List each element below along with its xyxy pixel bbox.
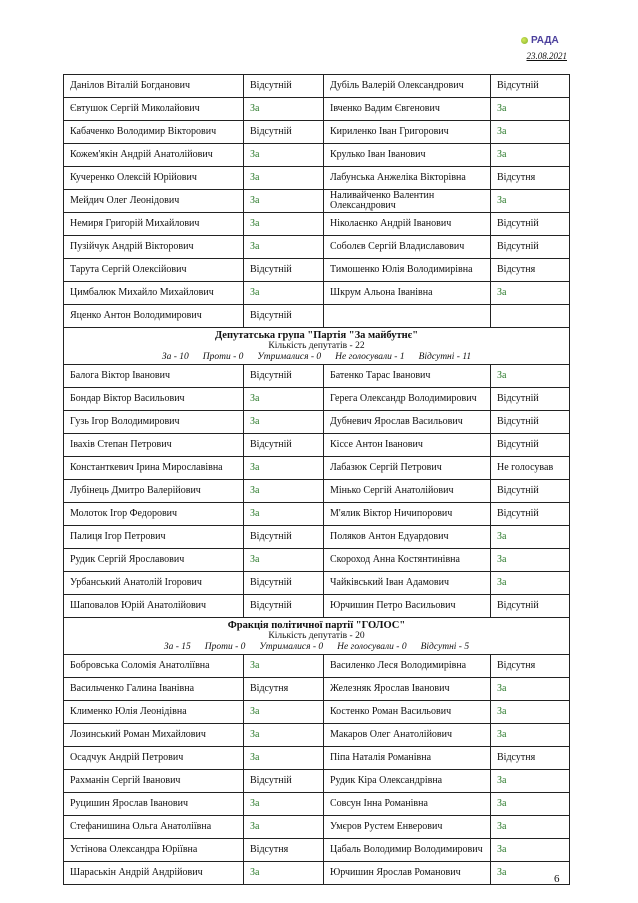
vote-cell: За [491, 862, 570, 885]
deputy-name-cell: Молоток Ігор Федорович [64, 503, 244, 526]
vote-cell: Відсутня [491, 167, 570, 190]
deputy-name-cell: Івахів Степан Петрович [64, 434, 244, 457]
deputy-name-cell: Макаров Олег Анатолійович [324, 724, 491, 747]
group-header [64, 328, 570, 365]
vote-cell: Відсутній [491, 434, 570, 457]
vote-cell: За [244, 701, 324, 724]
vote-cell: Відсутній [244, 75, 324, 98]
deputy-name-cell: Лубінець Дмитро Валерійович [64, 480, 244, 503]
deputy-name-cell: Лозинський Роман Михайлович [64, 724, 244, 747]
table-row [64, 98, 570, 121]
vote-cell: За [244, 282, 324, 305]
deputy-name-cell: Лабазюк Сергій Петрович [324, 457, 491, 480]
vote-cell: За [491, 144, 570, 167]
vote-cell: Відсутня [244, 678, 324, 701]
deputy-name-cell: Крулько Іван Іванович [324, 144, 491, 167]
group-header [64, 618, 570, 655]
vote-cell: За [244, 793, 324, 816]
table-row [64, 282, 570, 305]
deputy-name-cell [324, 305, 491, 328]
deputy-name-cell: Пузійчук Андрій Вікторович [64, 236, 244, 259]
vote-cell: За [244, 213, 324, 236]
deputy-name-cell: Цабаль Володимир Володимирович [324, 839, 491, 862]
group-stats [68, 642, 565, 653]
vote-cell: За [244, 862, 324, 885]
vote-cell: За [244, 388, 324, 411]
deputy-name-cell: Кожем'якін Андрій Анатолійович [64, 144, 244, 167]
group-stat: Відсутні - 11 [418, 351, 472, 362]
document-date: 23.08.2021 [526, 51, 567, 61]
table-row [64, 365, 570, 388]
table-row [64, 457, 570, 480]
vote-cell: За [244, 816, 324, 839]
vote-cell: За [244, 144, 324, 167]
vote-cell: Відсутній [244, 305, 324, 328]
table-row [64, 862, 570, 885]
vote-cell: За [244, 98, 324, 121]
deputy-name-cell: Шкрум Альона Іванівна [324, 282, 491, 305]
deputy-name-cell: Руцишин Ярослав Іванович [64, 793, 244, 816]
table-row [64, 236, 570, 259]
deputy-name-cell: М'ялик Віктор Ничипорович [324, 503, 491, 526]
vote-cell: Відсутня [491, 655, 570, 678]
deputy-name-cell: Константкевич Ірина Мирославівна [64, 457, 244, 480]
table-row [64, 770, 570, 793]
vote-cell: За [491, 793, 570, 816]
deputy-name-cell: Костенко Роман Васильович [324, 701, 491, 724]
group-count: Кількість депутатів - 20 [268, 630, 365, 641]
table-row [64, 305, 570, 328]
vote-cell: Відсутній [244, 572, 324, 595]
deputy-name-cell: Цимбалюк Михайло Михайлович [64, 282, 244, 305]
table-row [64, 793, 570, 816]
vote-cell: За [491, 121, 570, 144]
vote-cell: За [244, 167, 324, 190]
vote-cell: За [244, 724, 324, 747]
group-stat: Не голосували - 0 [337, 641, 407, 652]
deputy-name-cell: Наливайченко Валентин Олександрович [324, 190, 491, 213]
vote-cell: За [491, 724, 570, 747]
deputy-name-cell: Железняк Ярослав Іванович [324, 678, 491, 701]
deputy-name-cell: Урбанський Анатолій Ігорович [64, 572, 244, 595]
deputy-name-cell: Юрчишин Ярослав Романович [324, 862, 491, 885]
deputy-name-cell: Кучеренко Олексій Юрійович [64, 167, 244, 190]
deputy-name-cell: Рудик Кіра Олександрівна [324, 770, 491, 793]
vote-cell: За [244, 747, 324, 770]
table-row [64, 480, 570, 503]
vote-cell: За [244, 655, 324, 678]
deputy-name-cell: Бобровська Соломія Анатоліївна [64, 655, 244, 678]
group-count: Кількість депутатів - 22 [268, 340, 365, 351]
deputy-name-cell: Немиря Григорій Михайлович [64, 213, 244, 236]
deputy-name-cell: Шаповалов Юрій Анатолійович [64, 595, 244, 618]
table-row [64, 434, 570, 457]
deputy-name-cell: Мейдич Олег Леонідович [64, 190, 244, 213]
deputy-name-cell: Піпа Наталія Романівна [324, 747, 491, 770]
vote-cell: Відсутній [491, 480, 570, 503]
deputy-name-cell: Юрчишин Петро Васильович [324, 595, 491, 618]
deputy-name-cell: Умєров Рустем Енверович [324, 816, 491, 839]
table-row [64, 259, 570, 282]
vote-cell: Відсутній [491, 411, 570, 434]
deputy-name-cell: Бондар Віктор Васильович [64, 388, 244, 411]
deputy-name-cell: Кабаченко Володимир Вікторович [64, 121, 244, 144]
logo-text: РАДА [531, 35, 559, 46]
deputy-name-cell: Лабунська Анжеліка Вікторівна [324, 167, 491, 190]
vote-cell: За [491, 678, 570, 701]
group-stat: За - 15 [163, 641, 191, 652]
vote-cell: За [491, 770, 570, 793]
deputy-name-cell: Тимошенко Юлія Володимирівна [324, 259, 491, 282]
vote-cell: Відсутня [244, 839, 324, 862]
vote-cell: За [491, 701, 570, 724]
vote-cell: Відсутня [491, 259, 570, 282]
deputy-name-cell: Осадчук Андрій Петрович [64, 747, 244, 770]
deputy-name-cell: Батенко Тарас Іванович [324, 365, 491, 388]
vote-cell: Відсутній [244, 526, 324, 549]
deputy-name-cell: Соболєв Сергій Владиславович [324, 236, 491, 259]
group-stats [68, 352, 565, 363]
table-row [64, 411, 570, 434]
group-stat: Не голосували - 1 [335, 351, 405, 362]
table-row [64, 503, 570, 526]
deputy-name-cell: Скороход Анна Костянтинівна [324, 549, 491, 572]
table-row [64, 678, 570, 701]
vote-cell: Відсутній [491, 388, 570, 411]
deputy-name-cell: Дубіль Валерій Олександрович [324, 75, 491, 98]
vote-cell: Відсутній [244, 365, 324, 388]
vote-cell: За [244, 549, 324, 572]
vote-cell: За [244, 503, 324, 526]
table-row [64, 526, 570, 549]
group-stat: Утрималися - 0 [259, 641, 324, 652]
vote-cell: Відсутній [491, 236, 570, 259]
group-stat: Утрималися - 0 [257, 351, 322, 362]
deputy-name-cell: Гузь Ігор Володимирович [64, 411, 244, 434]
deputy-name-cell: Шараськін Андрій Андрійович [64, 862, 244, 885]
group-stat: Проти - 0 [204, 641, 246, 652]
vote-cell: За [491, 549, 570, 572]
table-row [64, 75, 570, 98]
vote-cell: За [491, 98, 570, 121]
vote-cell: За [244, 457, 324, 480]
vote-cell: За [491, 526, 570, 549]
group-title: Фракція політичної партії "ГОЛОС" [227, 619, 406, 631]
vote-cell: За [491, 816, 570, 839]
table-row [64, 839, 570, 862]
vote-cell: Відсутній [244, 259, 324, 282]
vote-cell [491, 305, 570, 328]
deputy-name-cell: Клименко Юлія Леонідівна [64, 701, 244, 724]
table-row [64, 144, 570, 167]
deputy-name-cell: Балога Віктор Іванович [64, 365, 244, 388]
deputy-name-cell: Ніколаєнко Андрій Іванович [324, 213, 491, 236]
table-row [64, 724, 570, 747]
deputy-name-cell: Совсун Інна Романівна [324, 793, 491, 816]
deputy-name-cell: Дубневич Ярослав Васильович [324, 411, 491, 434]
deputy-name-cell: Кіссе Антон Іванович [324, 434, 491, 457]
table-row [64, 701, 570, 724]
vote-cell: Не голосував [491, 457, 570, 480]
rada-logo [521, 35, 559, 46]
vote-cell: За [244, 411, 324, 434]
group-header-row [64, 618, 570, 655]
vote-cell: Відсутній [244, 434, 324, 457]
vote-cell: За [491, 282, 570, 305]
deputy-name-cell: Чайківський Іван Адамович [324, 572, 491, 595]
table-row [64, 388, 570, 411]
table-row [64, 213, 570, 236]
deputy-name-cell: Поляков Антон Едуардович [324, 526, 491, 549]
table-row [64, 747, 570, 770]
deputy-name-cell: Рудик Сергій Ярославович [64, 549, 244, 572]
table-row [64, 549, 570, 572]
vote-cell: За [491, 839, 570, 862]
table-row [64, 816, 570, 839]
group-header-row [64, 328, 570, 365]
deputy-name-cell: Яценко Антон Володимирович [64, 305, 244, 328]
table-row [64, 655, 570, 678]
vote-cell: Відсутній [491, 75, 570, 98]
deputy-name-cell: Івченко Вадим Євгенович [324, 98, 491, 121]
deputy-name-cell: Мінько Сергій Анатолійович [324, 480, 491, 503]
voting-results-table [63, 74, 570, 885]
vote-cell: Відсутня [491, 747, 570, 770]
vote-cell: Відсутній [491, 213, 570, 236]
vote-cell: Відсутній [244, 770, 324, 793]
table-row [64, 121, 570, 144]
page-number: 6 [554, 873, 560, 885]
vote-cell: За [491, 365, 570, 388]
table-row [64, 190, 570, 213]
logo-icon [521, 37, 528, 44]
vote-cell: Відсутній [244, 595, 324, 618]
vote-cell: Відсутній [244, 121, 324, 144]
table-row [64, 595, 570, 618]
deputy-name-cell: Палиця Ігор Петрович [64, 526, 244, 549]
vote-cell: Відсутній [491, 503, 570, 526]
vote-cell: За [244, 190, 324, 213]
deputy-name-cell: Стефанишина Ольга Анатоліївна [64, 816, 244, 839]
deputy-name-cell: Василенко Леся Володимирівна [324, 655, 491, 678]
vote-cell: За [244, 480, 324, 503]
deputy-name-cell: Данілов Віталій Богданович [64, 75, 244, 98]
group-title: Депутатська група "Партія "За майбутнє" [214, 329, 419, 341]
deputy-name-cell: Герега Олександр Володимирович [324, 388, 491, 411]
group-stat: За - 10 [161, 351, 189, 362]
vote-cell: За [491, 190, 570, 213]
table-row [64, 572, 570, 595]
deputy-name-cell: Тарута Сергій Олексійович [64, 259, 244, 282]
vote-cell: За [491, 572, 570, 595]
vote-cell: За [244, 236, 324, 259]
deputy-name-cell: Рахманін Сергій Іванович [64, 770, 244, 793]
group-stat: Проти - 0 [202, 351, 244, 362]
deputy-name-cell: Кириленко Іван Григорович [324, 121, 491, 144]
deputy-name-cell: Устінова Олександра Юріївна [64, 839, 244, 862]
group-stat: Відсутні - 5 [420, 641, 470, 652]
table-row [64, 167, 570, 190]
deputy-name-cell: Васильченко Галина Іванівна [64, 678, 244, 701]
vote-cell: Відсутній [491, 595, 570, 618]
deputy-name-cell: Євтушок Сергій Миколайович [64, 98, 244, 121]
